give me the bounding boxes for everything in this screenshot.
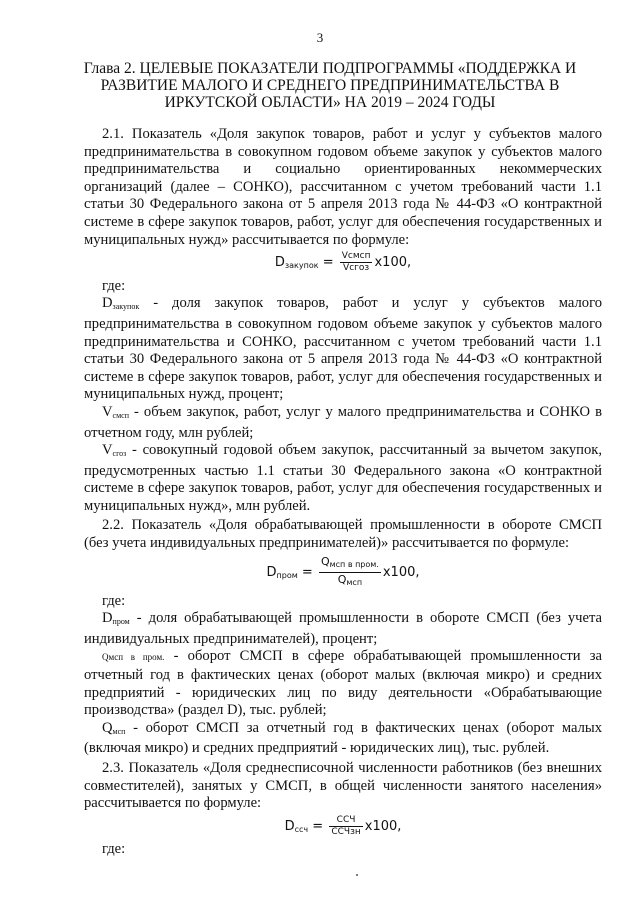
def-q-msp: $Q_{мсп}$ - оборот СМСП за отчетный год в фактических ценах (оборот малых (включая микро) и средних предприятий - юридических лиц), тыс. рублей. <box>84 719 602 757</box>
formula-tail: x100, <box>374 255 412 271</box>
formula-denominator: ССЧзн <box>331 826 361 837</box>
formula-lhs: $D_{пром}$ <box>266 564 298 580</box>
formula-fraction <box>340 251 373 274</box>
document-body <box>84 126 602 859</box>
formula-tail: x100, <box>382 564 420 580</box>
formula-d-zakupok: $D_{закупок}$ = $\frac{\text{Vсмсп}}{\text{Vсгоз}}$ x100, <box>274 251 412 274</box>
section-2-2-intro: 2.2. Показатель «Доля обрабатывающей промышленности в обороте СМСП (без учета индивидуальных предпринимателей)» рассчитывается по формуле: <box>84 517 602 552</box>
formula-d-ssch: $D_{ссч}$ = $\frac{\text{ССЧ}}{\text{ССЧзн}}$ x100, <box>284 814 402 837</box>
formula-fraction <box>329 815 362 838</box>
formula-d-prom: $D_{пром}$ = $\frac{Q_{мсп в пром.}}{Q_{мсп}}$ x100, <box>84 555 602 590</box>
where-label: где: <box>102 277 126 294</box>
formula-lhs: $D_{закупок}$ <box>274 255 319 271</box>
chapter-heading: Глава 2. ЦЕЛЕВЫЕ ПОКАЗАТЕЛИ ПОДПРОГРАММЫ «ПОДДЕРЖКА И РАЗВИТИЕ МАЛОГО И СРЕДНЕГО ПРЕДПРИНИМАТЕЛЬСТВА В ИРКУТСКОЙ ОБЛАСТИ» НА 2019 – 2024 ГОДЫ <box>83 60 577 111</box>
section-2-3-intro: 2.3. Показатель «Доля среднесписочной численности работников (без внешних совместителей), занятых у СМСП, в общей численности занятого населения» рассчитывается по формуле: <box>84 760 602 812</box>
formula-fraction <box>319 555 381 590</box>
formula-denominator: $Q_{мсп}$ <box>337 572 363 587</box>
page-number: 3 <box>316 30 324 45</box>
where-label: где: <box>102 592 126 609</box>
formula-denominator: Vсгоз <box>343 263 370 274</box>
def-v-sgoz: $V_{сгоз}$ - совокупный годовой объем закупок, рассчитанный за вычетом закупок, предусмотренных частью 1.1 статьи 30 Федерального закона «О контрактной системе в сфере закупок товаров, работ, услуг для обеспечения государственных и муниципальных нужд», млн рублей. <box>84 442 602 514</box>
formula-numerator: ССЧ <box>329 815 362 827</box>
def-d-prom: $D_{пром}$ - доля обрабатывающей промышленности в обороте СМСП (без учета индивидуальных предпринимателей), процент; <box>84 610 602 647</box>
def-d-zakupok: $D_{закупок}$ - доля закупок товаров, работ и услуг у субъектов малого предпринимательства в совокупном годовом объеме закупок у субъектов малого предпринимательства и СОНКО, рассчитанном с учетом требований части 1.1 статьи 30 Федерального закона от 5 апреля 2013 года № 44-ФЗ «О контрактной системе в сфере закупок товаров, работ, услуг для обеспечения государственных и муниципальных нужд, процент; <box>84 295 602 403</box>
formula-lhs: $D_{ссч}$ <box>284 818 309 834</box>
scan-dot <box>356 874 358 876</box>
def-v-smsp: $V_{смсп}$ - объем закупок, работ, услуг у малого предпринимательства и СОНКО в отчетном году, млн рублей; <box>84 403 602 441</box>
where-label: где: <box>102 841 126 858</box>
formula-numerator: Vсмсп <box>341 251 371 262</box>
formula-numerator: $Q_{мсп в пром.}$ <box>319 555 381 573</box>
section-2-1-intro: 2.1. Показатель «Доля закупок товаров, работ и услуг у субъектов малого предпринимательства в совокупном годовом объеме закупок у субъектов малого предпринимательства и социально ориентированных некоммерческих организаций (далее – СОНКО), рассчитанном с учетом требований части 1.1 статьи 30 Федерального закона от 5 апреля 2013 года № 44-ФЗ «О контрактной системе в сфере закупок товаров, работ, услуг для обеспечения государственных и муниципальных нужд» рассчитывается по формуле: <box>84 126 602 248</box>
def-q-msp-prom: Qмсп в пром. - оборот СМСП в сфере обрабатывающей промышленности за отчетный год в фактических ценах (оборот малых (включая микро) и средних предприятий - юридических лиц по виду деятельности «Обрабатывающие производства» (раздел D), тыс. рублей; <box>84 648 602 719</box>
formula-tail: x100, <box>364 818 402 834</box>
